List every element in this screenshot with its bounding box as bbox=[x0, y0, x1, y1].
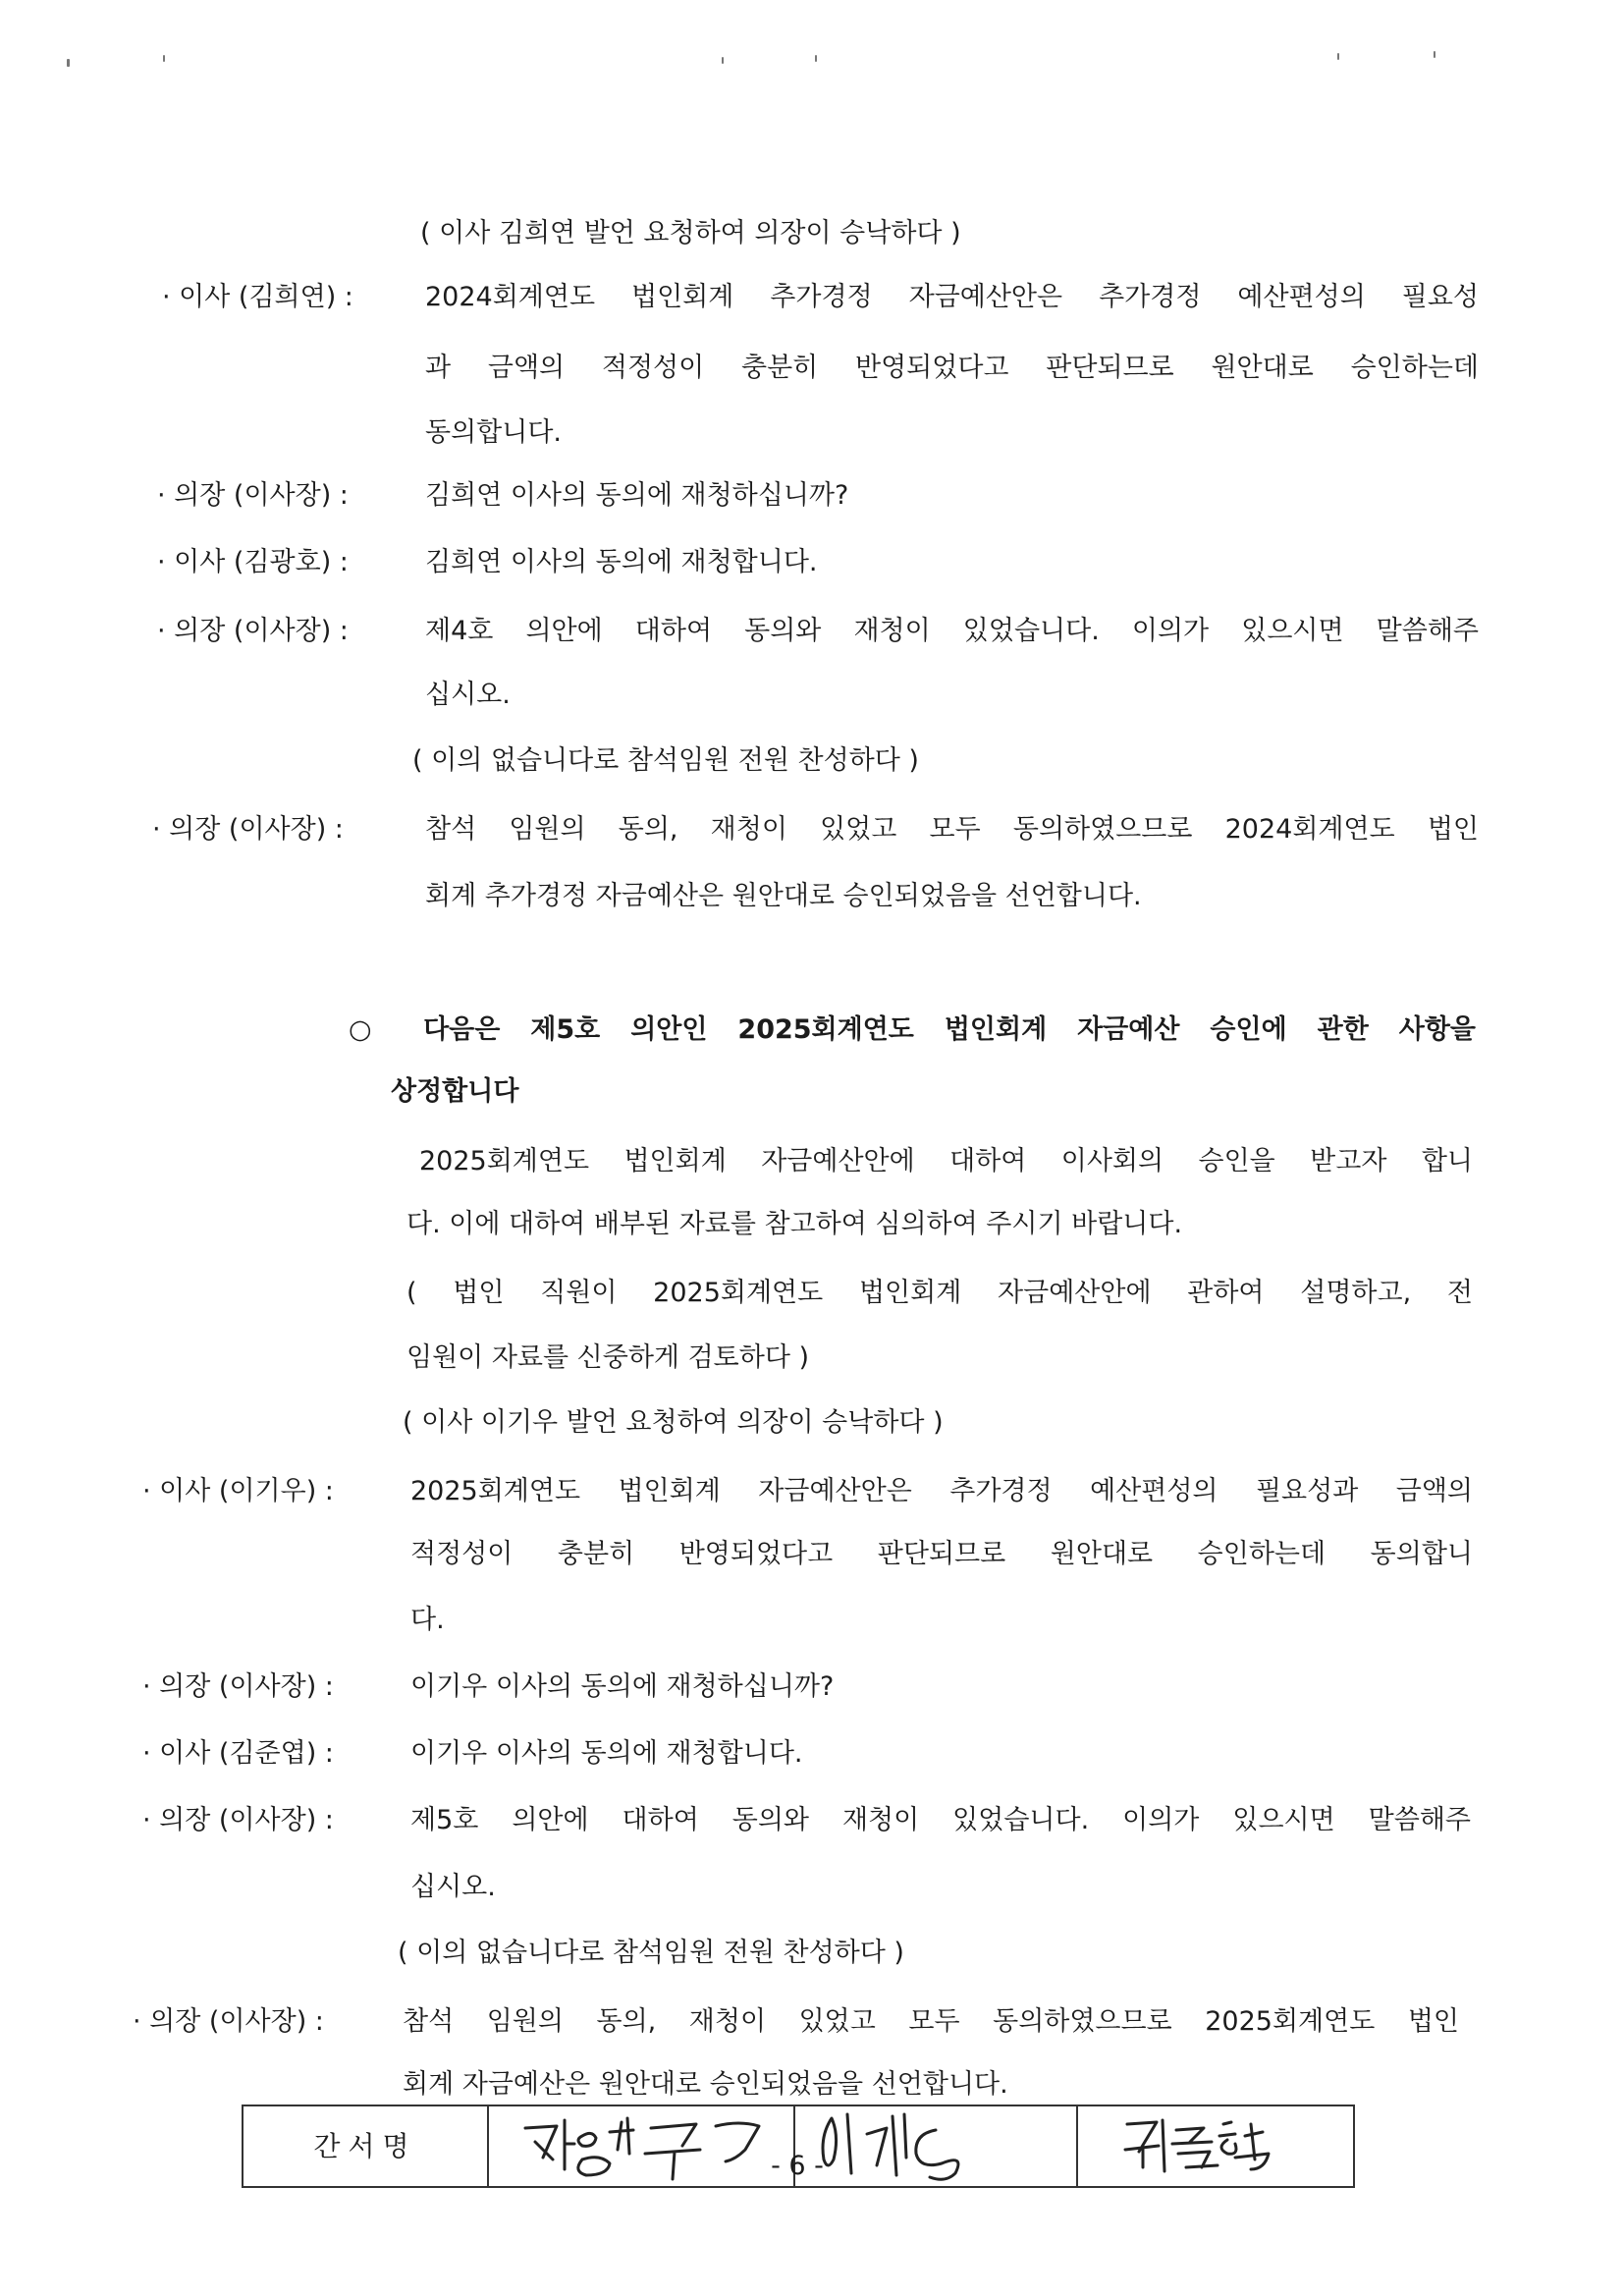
scan-speck bbox=[815, 55, 817, 62]
scan-speck bbox=[163, 55, 165, 62]
speech-line: 과 금액의 적정성이 충분히 반영되었다고 판단되므로 원안대로 승인하는데 bbox=[425, 353, 1479, 383]
scan-speck bbox=[722, 57, 724, 64]
speech-line: 2024회계연도 법인회계 추가경정 자금예산안은 추가경정 예산편성의 필요성 bbox=[425, 282, 1479, 312]
body-line: 다. 이에 대하여 배부된 자료를 참고하여 심의하여 주시기 바랍니다. bbox=[406, 1209, 1183, 1239]
proceeding-note: ( 이사 김희연 발언 요청하여 의장이 승낙하다 ) bbox=[420, 218, 961, 248]
speech-line: 2025회계연도 법인회계 자금예산안은 추가경정 예산편성의 필요성과 금액의 bbox=[410, 1476, 1473, 1506]
agenda-heading: ○ 다음은 제5호 의안인 2025회계연도 법인회계 자금예산 승인에 관한 사항을 bbox=[349, 1014, 1476, 1045]
speaker-label: · 의장 (이사장) : bbox=[152, 814, 344, 845]
speech-line: 이기우 이사의 동의에 재청하십니까? bbox=[410, 1671, 835, 1702]
proceeding-note: ( 법인 직원이 2025회계연도 법인회계 자금예산안에 관하여 설명하고, 전 bbox=[406, 1278, 1473, 1308]
scan-speck bbox=[1337, 53, 1339, 60]
handwritten-signature bbox=[1088, 2112, 1351, 2181]
speech-line: 김희연 이사의 동의에 재청합니다. bbox=[425, 547, 818, 577]
speech-line: 동의합니다. bbox=[425, 417, 562, 448]
speaker-label: · 의장 (이사장) : bbox=[142, 1805, 334, 1835]
speaker-label: · 이사 (이기우) : bbox=[142, 1476, 334, 1506]
speaker-label: · 이사 (김준엽) : bbox=[142, 1738, 334, 1769]
speech-line: 회계 추가경정 자금예산은 원안대로 승인되었음을 선언합니다. bbox=[425, 881, 1142, 911]
signature-label: 간서명 bbox=[244, 2106, 489, 2186]
speech-line: 십시오. bbox=[425, 680, 511, 710]
speaker-label: · 이사 (김광호) : bbox=[157, 547, 349, 577]
proceeding-note: ( 이의 없습니다로 참석임원 전원 찬성하다 ) bbox=[398, 1938, 904, 1968]
speech-line: 참석 임원의 동의, 재청이 있었고 모두 동의하였으므로 2025회계연도 법인 bbox=[403, 2006, 1459, 2037]
speech-line: 김희연 이사의 동의에 재청하십니까? bbox=[425, 480, 849, 511]
proceeding-note: ( 이사 이기우 발언 요청하여 의장이 승낙하다 ) bbox=[403, 1407, 944, 1438]
page-number: - 6 - bbox=[771, 2151, 824, 2181]
scan-speck bbox=[67, 59, 70, 67]
speech-line: 회계 자금예산은 원안대로 승인되었음을 선언합니다. bbox=[403, 2069, 1008, 2100]
speaker-label: · 이사 (김희연) : bbox=[162, 282, 353, 312]
signature-divider bbox=[1076, 2106, 1078, 2186]
scan-speck bbox=[1434, 51, 1435, 58]
agenda-heading: 상정합니다 bbox=[391, 1076, 519, 1107]
speaker-label: · 의장 (이사장) : bbox=[157, 616, 349, 646]
body-line: 2025회계연도 법인회계 자금예산안에 대하여 이사회의 승인을 받고자 합니 bbox=[419, 1146, 1473, 1176]
speech-line: 다. bbox=[410, 1605, 445, 1635]
proceeding-note: ( 이의 없습니다로 참석임원 전원 찬성하다 ) bbox=[412, 745, 919, 776]
speech-line: 참석 임원의 동의, 재청이 있었고 모두 동의하였으므로 2024회계연도 법인 bbox=[425, 814, 1479, 845]
speech-line: 이기우 이사의 동의에 재청합니다. bbox=[410, 1738, 803, 1769]
speech-line: 적정성이 충분히 반영되었다고 판단되므로 원안대로 승인하는데 동의합니 bbox=[410, 1539, 1473, 1569]
speaker-label: · 의장 (이사장) : bbox=[133, 2006, 324, 2037]
speech-line: 제4호 의안에 대하여 동의와 재청이 있었습니다. 이의가 있으시면 말씀해주 bbox=[425, 616, 1479, 646]
speech-line: 십시오. bbox=[410, 1872, 496, 1902]
speech-line: 제5호 의안에 대하여 동의와 재청이 있었습니다. 이의가 있으시면 말씀해주 bbox=[410, 1805, 1471, 1835]
proceeding-note: 임원이 자료를 신중하게 검토하다 ) bbox=[406, 1342, 810, 1373]
speaker-label: · 의장 (이사장) : bbox=[142, 1671, 334, 1702]
speaker-label: · 의장 (이사장) : bbox=[157, 480, 349, 511]
